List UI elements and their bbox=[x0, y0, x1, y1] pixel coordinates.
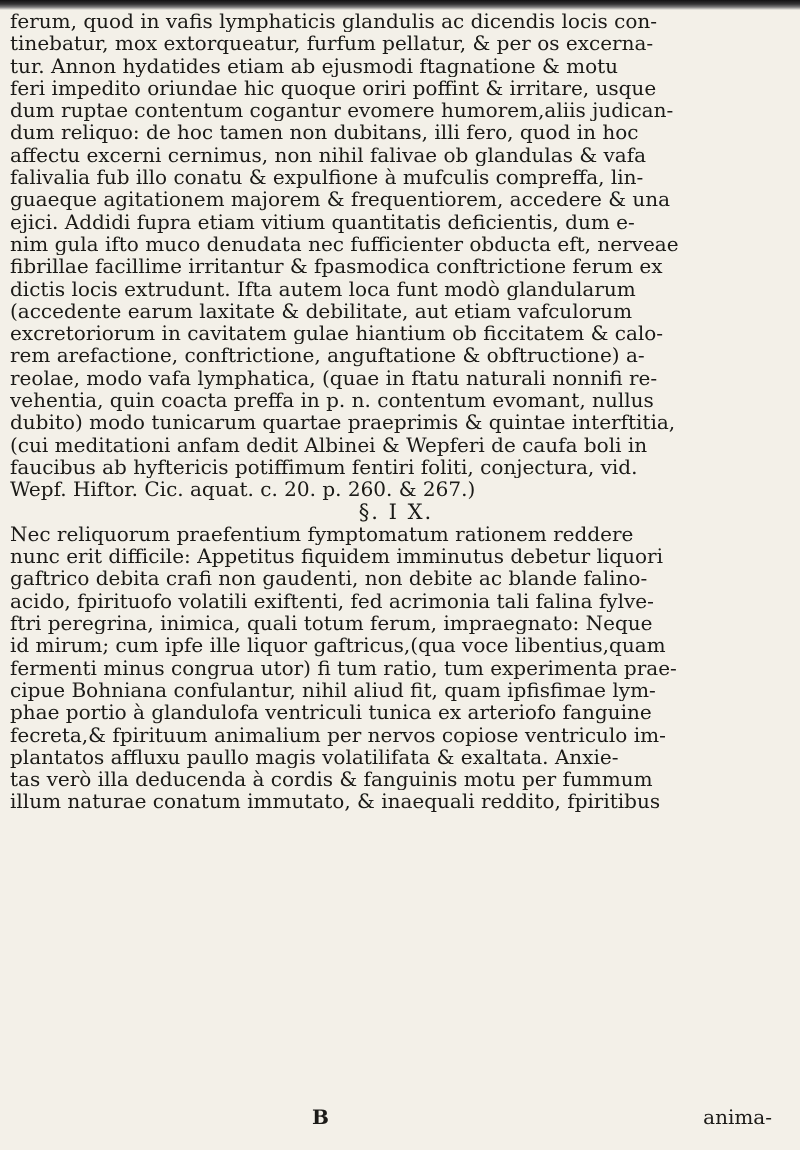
text-line: acido, fpirituofo volatili exiftenti, fed acrimonia tali falina fylve- bbox=[10, 589, 654, 613]
section-heading: §. I X. bbox=[358, 500, 434, 523]
text-line: tur. Annon hydatides etiam ab ejusmodi ftagnatione & motu bbox=[10, 54, 619, 77]
catchword: anima- bbox=[703, 1105, 772, 1129]
text-line: feri impedito oriundae hic quoque oriri poffint & irritare, usque bbox=[10, 76, 657, 100]
text-line: Wepf. Hiftor. Cic. aquat. c. 20. p. 260. & 267.) bbox=[10, 478, 476, 501]
text-line: dum ruptae contentum cogantur evomere humorem,aliis judican- bbox=[10, 99, 674, 122]
text-line: tas verò illa deducenda à cordis & fanguinis motu per fummum bbox=[10, 768, 653, 791]
text-line: rem arefactione, conftrictione, anguftatione & obftructione) a- bbox=[10, 344, 645, 367]
text-line: (cui meditationi anfam dedit Albinei & Wepferi de caufa boli in bbox=[10, 433, 648, 456]
text-line: guaeque agitationem majorem & frequentiorem, accedere & una bbox=[10, 188, 671, 211]
text-line: nunc erit difficile: Appetitus fiquidem imminutus debetur liquori bbox=[10, 545, 663, 568]
text-block-1 bbox=[10, 10, 782, 501]
text-line: dictis locis extrudunt. Ifta autem loca funt modò glandularum bbox=[10, 277, 636, 300]
text-line: faucibus ab hyftericis potiffimum fentiri foliti, conjectura, vid. bbox=[10, 455, 638, 479]
text-line: tinebatur, mox extorqueatur, furfum pellatur, & per os excerna- bbox=[10, 32, 654, 55]
text-line: ftri peregrina, inimica, quali totum ferum, impraegnato: Neque bbox=[10, 612, 653, 635]
text-line: fermenti minus congrua utor) fi tum ratio, tum experimenta prae- bbox=[10, 656, 677, 679]
text-line: illum naturae conatum immutato, & inaequali reddito, fpiritibus bbox=[10, 790, 661, 813]
book-page bbox=[10, 10, 782, 1129]
text-line: excretoriorum in cavitatem gulae hiantium ob ficcitatem & calo- bbox=[10, 322, 664, 345]
text-line: ejici. Addidi fupra etiam vitium quantitatis deficientis, dum e- bbox=[10, 210, 635, 233]
top-border bbox=[0, 0, 800, 10]
text-line: (accedente earum laxitate & debilitate, aut etiam vafculorum bbox=[10, 299, 633, 323]
text-line: ferum, quod in vafis lymphaticis glandulis ac dicendis locis con- bbox=[10, 10, 658, 33]
text-line: dubito) modo tunicarum quartae praeprimis & quintae interftitia, bbox=[10, 411, 676, 434]
text-line: affectu excerni cernimus, non nihil falivae ob glandulas & vafa bbox=[10, 143, 647, 167]
text-line: phae portio à glandulofa ventriculi tunica ex arteriofo fanguine bbox=[10, 701, 652, 724]
signature-mark: B bbox=[312, 1105, 329, 1129]
text-line: cipue Bohniana confulantur, nihil aliud fit, quam ipfisfimae lym- bbox=[10, 678, 656, 702]
text-line: plantatos affluxu paullo magis volatilifata & exaltata. Anxie- bbox=[10, 745, 619, 769]
text-line: vehentia, quin coacta preffa in p. n. contentum evomant, nullus bbox=[10, 389, 654, 412]
text-line: fecreta,& fpirituum animalium per nervos copiose ventriculo im- bbox=[10, 723, 666, 746]
text-line: falivalia fub illo conatu & expulfione à mufculis compreffa, lin- bbox=[10, 166, 644, 189]
text-line: dum reliquo: de hoc tamen non dubitans, illi fero, quod in hoc bbox=[10, 121, 639, 144]
text-line: reolae, modo vafa lymphatica, (quae in ftatu naturali nonnifi re- bbox=[10, 366, 658, 390]
text-line: Nec reliquorum praefentium fymptomatum rationem reddere bbox=[10, 522, 634, 546]
text-block-2 bbox=[10, 523, 782, 813]
text-line: fibrillae facillime irritantur & fpasmodica conftrictione ferum ex bbox=[10, 255, 663, 278]
text-line: id mirum; cum ipfe ille liquor gaftricus,(qua voce libentius,quam bbox=[10, 634, 666, 657]
text-line: gaftrico debita crafi non gaudenti, non debite ac blande falino- bbox=[10, 567, 648, 590]
text-line: nim gula ifto muco denudata nec fufficienter obducta eft, nerveae bbox=[10, 232, 679, 256]
